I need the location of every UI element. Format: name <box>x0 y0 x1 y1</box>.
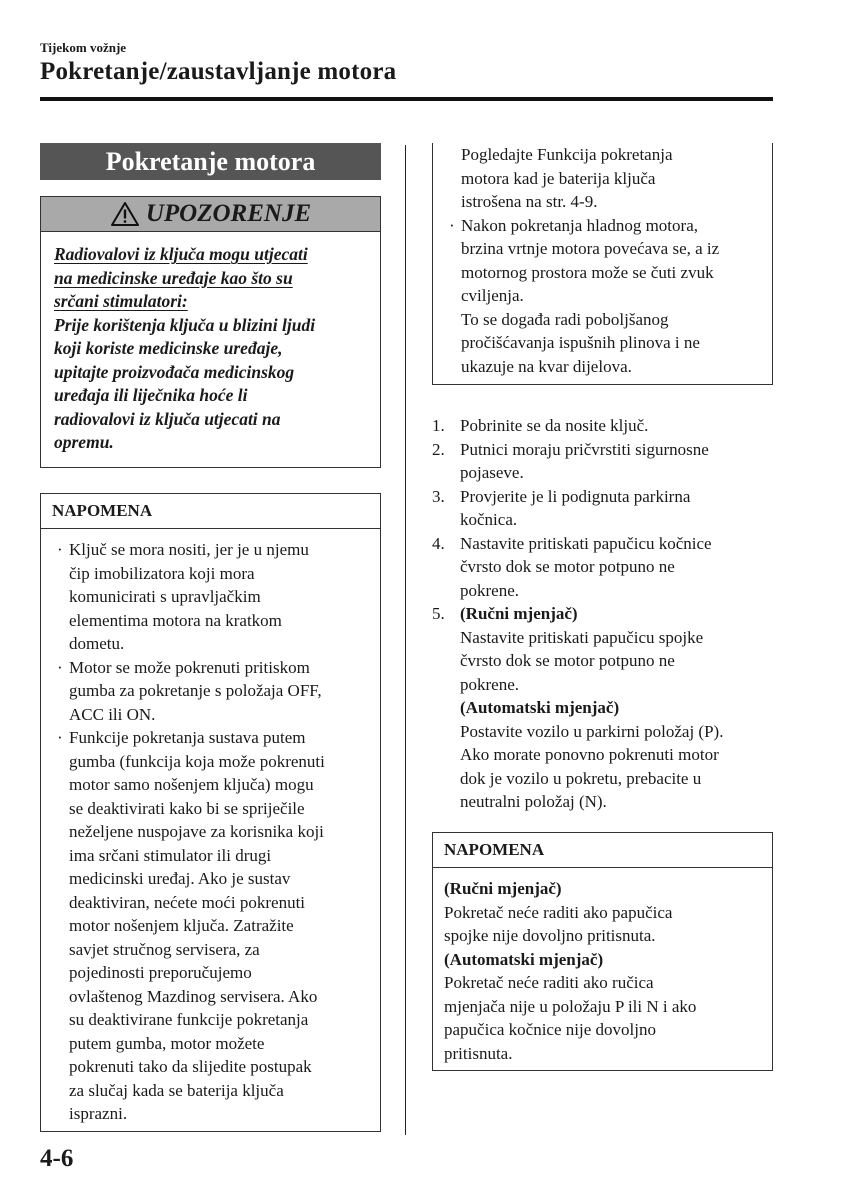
step-number: 2. <box>432 439 445 459</box>
note-bullet <box>55 538 373 656</box>
continued-paragraph <box>447 143 765 214</box>
note-text <box>444 877 764 1065</box>
note-line: papučica kočnice nije dovoljno <box>444 1020 656 1039</box>
bullet-dot: · <box>57 728 63 747</box>
note-line: medicinski uređaj. Ako je sustav <box>69 869 291 888</box>
note-line: deaktiviran, nećete moći pokrenuti <box>69 892 306 912</box>
note-line: gumba (funkcija koja može pokrenuti <box>69 751 325 771</box>
continued-note-text <box>447 143 765 378</box>
note-line: gumba za pokretanje s položaja OFF, <box>69 681 322 700</box>
step-item <box>432 602 772 814</box>
note-line: pritisnuta. <box>444 1043 513 1063</box>
bullet-dot: · <box>57 657 63 677</box>
note-line: isprazni. <box>69 1104 128 1123</box>
note-line: pojedinosti preporučujemo <box>69 963 252 982</box>
warning-line: srčani stimulatori: <box>54 291 188 311</box>
note-bullet <box>55 656 373 727</box>
note-title: NAPOMENA <box>433 833 772 868</box>
step-line: Postavite vozilo u parkirni položaj (P). <box>460 721 724 741</box>
procedure-steps <box>432 414 772 814</box>
note-line: Pokretač neće raditi ako papučica <box>444 902 673 922</box>
step-line: Provjerite je li podignuta parkirna <box>460 486 691 506</box>
note-box <box>432 832 773 1071</box>
warning-line: koji koriste medicinske uređaje, <box>54 338 283 358</box>
note-line: motor samo nošenjem ključa) mogu <box>69 775 314 794</box>
step-line: Putnici moraju pričvrstiti sigurnosne <box>460 439 709 459</box>
note-line: komunicirati s upravljačkim <box>69 587 261 606</box>
warning-title: UPOZORENJE <box>145 200 312 227</box>
note-line: Motor se može pokrenuti pritiskom <box>69 657 310 677</box>
step-number: 3. <box>432 486 445 506</box>
note-line: dometu. <box>69 634 125 653</box>
note-line: ACC ili ON. <box>69 704 156 724</box>
note-line: motor nošenjem ključa. Zatražite <box>69 916 294 935</box>
note-line: istrošena na str. 4-9. <box>461 192 598 211</box>
step-item <box>432 485 772 532</box>
step-line: Nastavite pritiskati papučicu spojke <box>460 627 704 647</box>
note-line: To se događa radi poboljšanog <box>461 309 669 329</box>
step-number: 4. <box>432 533 445 553</box>
note-line: motora kad je baterija ključa <box>461 168 656 188</box>
step-item <box>432 438 772 485</box>
step-line: dok je vozilo u pokretu, prebacite u <box>460 768 702 788</box>
note-title: NAPOMENA <box>41 494 380 529</box>
warning-box <box>40 196 381 468</box>
step-line: čvrsto dok se motor potpuno ne <box>460 651 675 670</box>
bullet-dot: · <box>449 215 455 235</box>
note-line: Funkcije pokretanja sustava putem <box>69 728 306 747</box>
note-line: ukazuje na kvar dijelova. <box>461 356 632 376</box>
manual-transmission-label: (Ručni mjenjač) <box>444 879 562 898</box>
note-bullet <box>55 726 373 1126</box>
column-divider <box>405 145 406 1135</box>
section-heading: Pokretanje motora <box>40 143 381 180</box>
warning-line: na medicinske uređaje kao što su <box>54 267 293 288</box>
step-line: Nastavite pritiskati papučicu kočnice <box>460 533 712 553</box>
note-line: putem gumba, motor možete <box>69 1033 265 1053</box>
warning-line: radiovalovi iz ključa utjecati na <box>54 408 281 429</box>
note-line: pročišćavanja ispušnih plinova i ne <box>461 333 700 352</box>
step-number: 1. <box>432 416 445 435</box>
step-line: Pobrinite se da nosite ključ. <box>460 416 649 435</box>
automatic-transmission-label: (Automatski mjenjač) <box>460 698 620 717</box>
note-bullet-list <box>55 538 373 1126</box>
note-box <box>40 493 381 1132</box>
warning-line: upitajte proizvođača medicinskog <box>54 361 295 382</box>
title-rule <box>40 97 773 101</box>
note-line: elementima motora na kratkom <box>69 610 282 630</box>
manual-transmission-label: (Ručni mjenjač) <box>460 604 578 623</box>
note-line: pokrenuti tako da slijedite postupak <box>69 1057 312 1076</box>
step-line: čvrsto dok se motor potpuno ne <box>460 557 675 576</box>
warning-line: Prije korištenja ključa u blizini ljudi <box>54 314 316 335</box>
note-line: mjenjača nije u položaju P ili N i ako <box>444 996 697 1016</box>
step-line: pokrene. <box>460 580 520 600</box>
warning-header <box>41 197 380 232</box>
note-line: su deaktivirane funkcije pokretanja <box>69 1010 309 1029</box>
note-line: čip imobilizatora koji mora <box>69 563 255 583</box>
note-line: cviljenja. <box>461 286 524 305</box>
note-line: Ključ se mora nositi, jer je u njemu <box>69 540 309 559</box>
warning-line: uređaja ili liječnika hoće li <box>54 385 248 405</box>
note-line: se deaktivirati kako bi se spriječile <box>69 798 305 818</box>
warning-text <box>54 243 372 455</box>
note-line: Pokretač neće raditi ako ručica <box>444 973 654 992</box>
note-bullet <box>447 214 765 379</box>
warning-triangle-icon <box>110 201 140 227</box>
note-line: Nakon pokretanja hladnog motora, <box>461 215 698 235</box>
note-line: ima srčani stimulator ili drugi <box>69 845 272 865</box>
note-line: za slučaj kada se baterija ključa <box>69 1080 284 1100</box>
step-line: neutralni položaj (N). <box>460 792 607 811</box>
continued-note-box <box>432 143 773 385</box>
note-line: neželjene nuspojave za korisnika koji <box>69 822 324 841</box>
step-line: pojaseve. <box>460 463 524 482</box>
bullet-dot: · <box>57 540 63 559</box>
page-number: 4-6 <box>40 1145 74 1172</box>
warning-line: Radiovalovi iz ključa mogu utjecati <box>54 244 308 264</box>
note-line: brzina vrtnje motora povećava se, a iz <box>461 239 720 258</box>
section-label: Tijekom vožnje <box>40 40 127 55</box>
note-line: savjet stručnog servisera, za <box>69 939 260 959</box>
note-line: spojke nije dovoljno pritisnuta. <box>444 926 656 945</box>
page-title: Pokretanje/zaustavljanje motora <box>40 58 397 85</box>
step-line: kočnica. <box>460 510 518 529</box>
note-line: Pogledajte Funkcija pokretanja <box>461 145 673 164</box>
step-item <box>432 414 772 438</box>
step-item <box>432 532 772 603</box>
automatic-transmission-label: (Automatski mjenjač) <box>444 949 604 969</box>
warning-line: opremu. <box>54 432 114 452</box>
note-line: ovlaštenog Mazdinog servisera. Ako <box>69 986 318 1006</box>
step-line: pokrene. <box>460 674 520 694</box>
note-line: motornog prostora može se čuti zvuk <box>461 262 714 282</box>
step-number: 5. <box>432 604 445 623</box>
step-line: Ako morate ponovno pokrenuti motor <box>460 745 719 764</box>
